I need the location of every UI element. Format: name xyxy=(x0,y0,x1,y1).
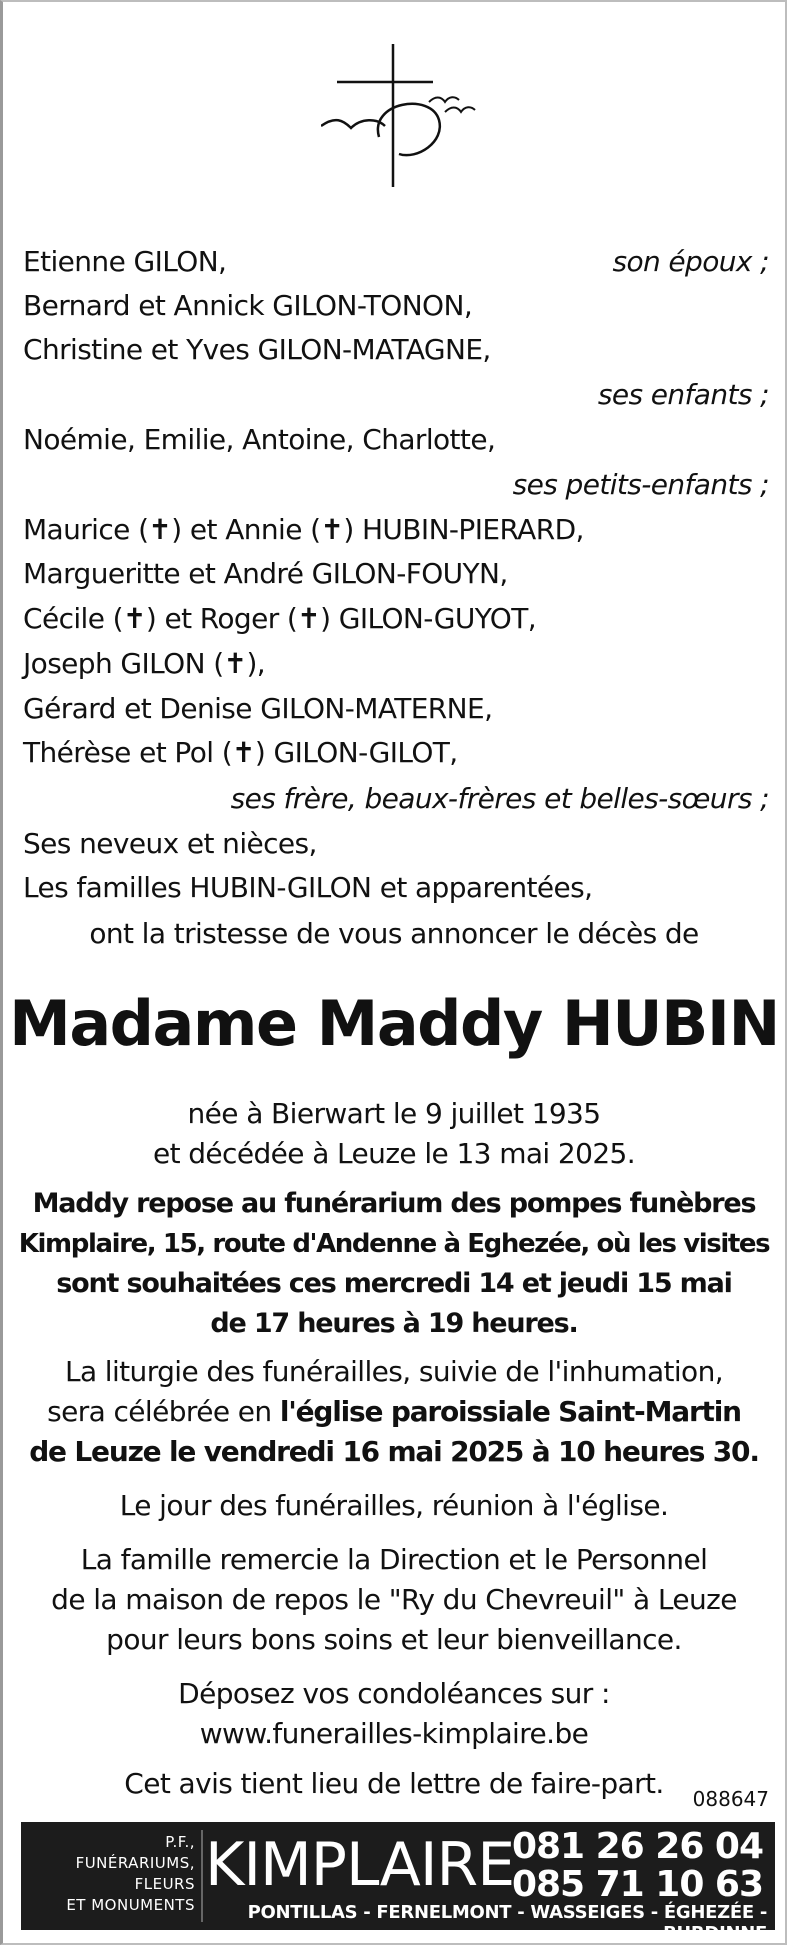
services-list xyxy=(27,1832,195,1916)
family-line: Les familles HUBIN-GILON et apparentées, xyxy=(23,871,593,904)
family-role: ses frère, beaux-frères et belles-sœurs ; xyxy=(230,782,769,815)
thanks-line: de la maison de repos le "Ry du Chevreuil" à Leuze xyxy=(51,1583,737,1616)
faire-part-text: Cet avis tient lieu de lettre de faire-part. xyxy=(124,1767,664,1800)
announcement-text: ont la tristesse de vous annoncer le décès de xyxy=(89,917,699,950)
family-line: Cécile (✝) et Roger (✝) GILON-GUYOT, xyxy=(23,602,536,635)
locations-list: PONTILLAS - FERNELMONT - WASSEIGES - ÉGHEZÉE - BURDINNE xyxy=(247,1902,767,1944)
birth-info: née à Bierwart le 9 juillet 1935 xyxy=(187,1097,601,1130)
phone-number[interactable]: 085 71 10 63 xyxy=(511,1864,763,1905)
family-line: Christine et Yves GILON-MATAGNE, xyxy=(23,333,491,366)
thanks-line: pour leurs bons soins et leur bienveillance. xyxy=(106,1623,682,1656)
family-line: Thérèse et Pol (✝) GILON-GILOT, xyxy=(23,736,458,769)
brand-name: KIMPLAIRE xyxy=(205,1830,515,1900)
cross-with-sun-and-birds-icon xyxy=(321,42,481,192)
family-line: Noémie, Emilie, Antoine, Charlotte, xyxy=(23,423,496,456)
family-role: ses petits-enfants ; xyxy=(512,468,769,501)
condolences-text: Déposez vos condoléances sur : xyxy=(178,1677,610,1710)
funeral-home-banner xyxy=(21,1822,775,1944)
family-role: son époux ; xyxy=(612,245,769,278)
family-line: Maurice (✝) et Annie (✝) HUBIN-PIERARD, xyxy=(23,513,584,546)
family-line: Gérard et Denise GILON-MATERNE, xyxy=(23,692,493,725)
deceased-name: Madame Maddy HUBIN xyxy=(9,987,779,1060)
repose-line: de 17 heures à 19 heures. xyxy=(210,1308,578,1339)
service-item: P.F., xyxy=(165,1833,195,1851)
family-line: Margueritte et André GILON-FOUYN, xyxy=(23,557,508,590)
liturgy-line: sera célébrée en l'église paroissiale Saint-Martin xyxy=(47,1395,741,1428)
family-role: ses enfants ; xyxy=(597,378,769,411)
reference-number: 088647 xyxy=(692,1787,769,1811)
condolences-url[interactable]: www.funerailles-kimplaire.be xyxy=(199,1717,589,1750)
death-info: et décédée à Leuze le 13 mai 2025. xyxy=(152,1137,636,1170)
repose-line: Kimplaire, 15, route d'Andenne à Eghezée, où les visites xyxy=(18,1229,770,1259)
thanks-line: La famille remercie la Direction et le Personnel xyxy=(80,1543,708,1576)
repose-line: Maddy repose au funérarium des pompes funèbres xyxy=(32,1188,756,1219)
liturgy-line: La liturgie des funérailles, suivie de l'inhumation, xyxy=(64,1355,724,1388)
family-line: Bernard et Annick GILON-TONON, xyxy=(23,289,473,322)
service-item: FUNÉRARIUMS, xyxy=(75,1854,195,1872)
phone-number[interactable]: 081 26 26 04 xyxy=(511,1826,763,1867)
service-item: ET MONUMENTS xyxy=(66,1896,195,1914)
service-item: FLEURS xyxy=(134,1875,195,1893)
family-line: Joseph GILON (✝), xyxy=(23,647,266,680)
phone-numbers xyxy=(512,1828,763,1904)
repose-line: sont souhaitées ces mercredi 14 et jeudi 15 mai xyxy=(56,1268,732,1299)
liturgy-line: de Leuze le vendredi 16 mai 2025 à 10 heures 30. xyxy=(29,1435,759,1468)
reunion-text: Le jour des funérailles, réunion à l'église. xyxy=(119,1489,669,1522)
family-line: Etienne GILON, xyxy=(23,245,227,278)
divider xyxy=(201,1830,203,1922)
family-line: Ses neveux et nièces, xyxy=(23,827,317,860)
